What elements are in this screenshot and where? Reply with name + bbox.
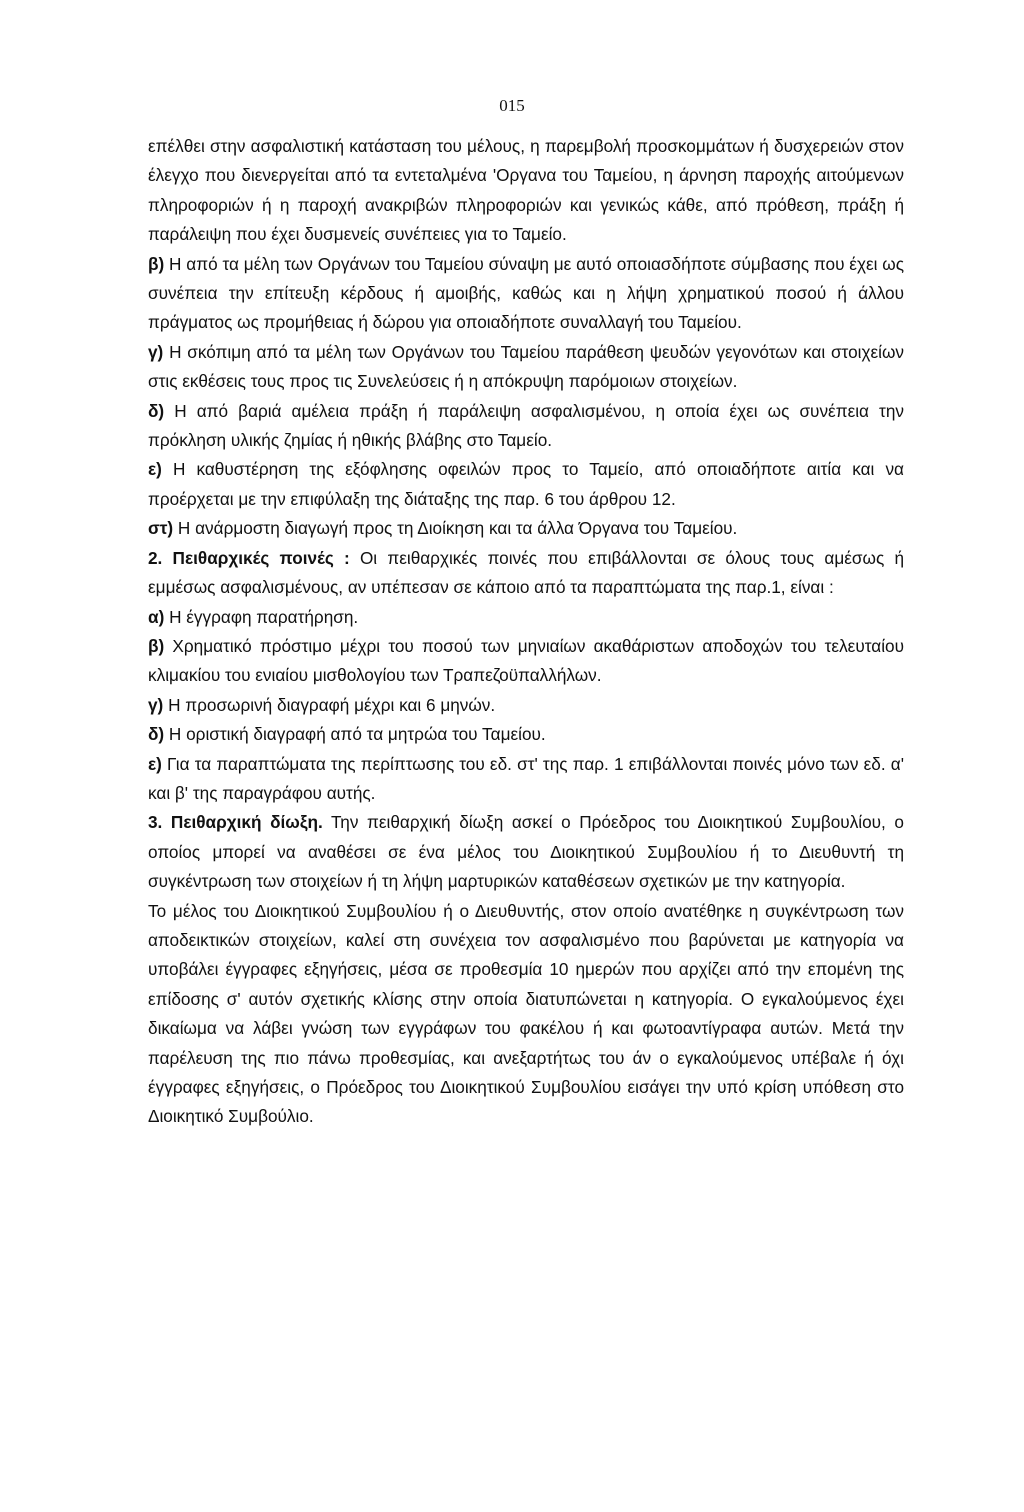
- item-text: Η από τα μέλη των Οργάνων του Ταμείου σύναψη με αυτό οποιασδήποτε σύμβασης που έχει ως συνέπεια την επίτευξη κέρδους ή αμοιβής, καθώς και η λήψη χρηματικού ποσού ή άλλου πράγματος ως προμήθειας ή δώρου για οποιαδήποτε συναλλαγή του Ταμείου.: [148, 253, 904, 333]
- item-g: [148, 338, 904, 397]
- document-body: [148, 132, 904, 1132]
- item-label: γ): [148, 341, 164, 362]
- item-label: γ): [148, 694, 164, 715]
- item-text: Η από βαριά αμέλεια πράξη ή παράλειψη ασφαλισμένου, η οποία έχει ως συνέπεια την πρόκληση υλικής ζημίας ή ηθικής βλάβης στο Ταμείο.: [148, 400, 904, 451]
- section-text: Την πειθαρχική δίωξη ασκεί ο Πρόεδρος του Διοικητικού Συμβουλίου, ο οποίος μπορεί να αναθέσει σε ένα μέλος του Διοικητικού Συμβουλίου ή το Διευθυντή τη συγκέντρωση των στοιχείων ή τη λήψη μαρτυρικών καταθέσεων σχετικών με την κατηγορία.: [148, 812, 904, 892]
- section-heading: 2. Πειθαρχικές ποινές :: [148, 547, 350, 568]
- item-label: ε): [148, 459, 162, 480]
- item-label: β): [148, 253, 165, 274]
- item-label: α): [148, 606, 165, 627]
- item-d: [148, 397, 904, 456]
- item-text: Χρηματικό πρόστιμο μέχρι του ποσού των μηνιαίων ακαθάριστων αποδοχών του τελευταίου κλιμακίου του ενιαίου μισθολογίου των Τραπεζοϋπαλλήλων.: [148, 635, 904, 686]
- penalty-b: [148, 632, 904, 691]
- penalty-g: [148, 691, 904, 720]
- item-text: Για τα παραπτώματα της περίπτωσης του εδ. στ' της παρ. 1 επιβάλλονται ποινές μόνο των εδ. α' και β' της παραγράφου αυτής.: [148, 753, 904, 803]
- item-st: [148, 514, 904, 543]
- item-label: β): [148, 635, 165, 656]
- item-text: Η σκόπιμη από τα μέλη των Οργάνων του Ταμείου παράθεση ψευδών γεγονότων και στοιχείων στις εκθέσεις τους προς τις Συνελεύσεις ή η απόκρυψη παρόμοιων στοιχείων.: [148, 341, 904, 392]
- item-label: δ): [148, 724, 165, 745]
- penalty-d: [148, 720, 904, 749]
- penalty-e: [148, 750, 904, 809]
- paragraph-continuation: [148, 132, 904, 250]
- page-number: 015: [499, 96, 525, 115]
- item-text: Η έγγραφη παρατήρηση.: [164, 606, 359, 627]
- item-text: Η ανάρμοστη διαγωγή προς τη Διοίκηση και τα άλλα Όργανα του Ταμείου.: [173, 518, 738, 539]
- section-text: Οι πειθαρχικές ποινές που επιβάλλονται σε όλους τους αμέσως ή εμμέσως ασφαλισμένους, αν υπέπεσαν σε κάποιο από τα παραπτώματα της παρ.1, είναι :: [148, 547, 905, 598]
- item-label: ε): [148, 753, 162, 774]
- section-2: [148, 544, 904, 603]
- section-3-continuation: [148, 897, 904, 1132]
- penalty-a: [148, 603, 904, 632]
- item-e: [148, 455, 904, 514]
- paragraph-text: επέλθει στην ασφαλιστική κατάσταση του μέλους, η παρεμβολή προσκομμάτων ή δυσχερειών στον έλεγχο που διενεργείται από τα εντεταλμένα 'Οργανα του Ταμείου, η άρνηση παροχής αιτούμενων πληροφοριών ή η παροχή ανακριβών πληροφοριών και γενικώς κάθε, από πρόθεση, πράξη ή παράλειψη που έχει δυσμενείς συνέπειες για το Ταμείο.: [148, 136, 904, 245]
- section-3: [148, 808, 904, 896]
- section-heading: 3. Πειθαρχική δίωξη.: [148, 812, 323, 833]
- item-label: δ): [148, 400, 165, 421]
- item-b: [148, 250, 904, 338]
- item-label: στ): [148, 518, 174, 539]
- item-text: Η οριστική διαγραφή από τα μητρώα του Ταμείου.: [164, 724, 546, 745]
- paragraph-text: Το μέλος του Διοικητικού Συμβουλίου ή ο Διευθυντής, στον οποίο ανατέθηκε η συγκέντρωση των αποδεικτικών στοιχείων, καλεί στη συνέχεια τον ασφαλισμένο που βαρύνεται με κατηγορία να υποβάλει έγγραφες εξηγήσεις, μέσα σε προθεσμία 10 ημερών που αρχίζει από την επομένη της επίδοσης σ' αυτόν σχετικής κλίσης στην οποία διατυπώνεται η κατηγορία. Ο εγκαλούμενος έχει δικαίωμα να λάβει γνώση των εγγράφων του φακέλου ή και φωτοαντίγραφα αυτών. Μετά την παρέλευση της πιο πάνω προθεσμίας, και ανεξαρτήτως του άν ο εγκαλούμενος υπέβαλε ή όχι έγγραφες εξηγήσεις, ο Πρόεδρος του Διοικητικού Συμβουλίου εισάγει την υπό κρίση υπόθεση στο Διοικητικό Συμβούλιο.: [148, 900, 904, 1127]
- item-text: Η προσωρινή διαγραφή μέχρι και 6 μηνών.: [163, 694, 496, 715]
- item-text: Η καθυστέρηση της εξόφλησης οφειλών προς το Ταμείο, από οποιαδήποτε αιτία και να προέρχεται με την επιφύλαξη της διάταξης της παρ. 6 του άρθρου 12.: [148, 459, 904, 509]
